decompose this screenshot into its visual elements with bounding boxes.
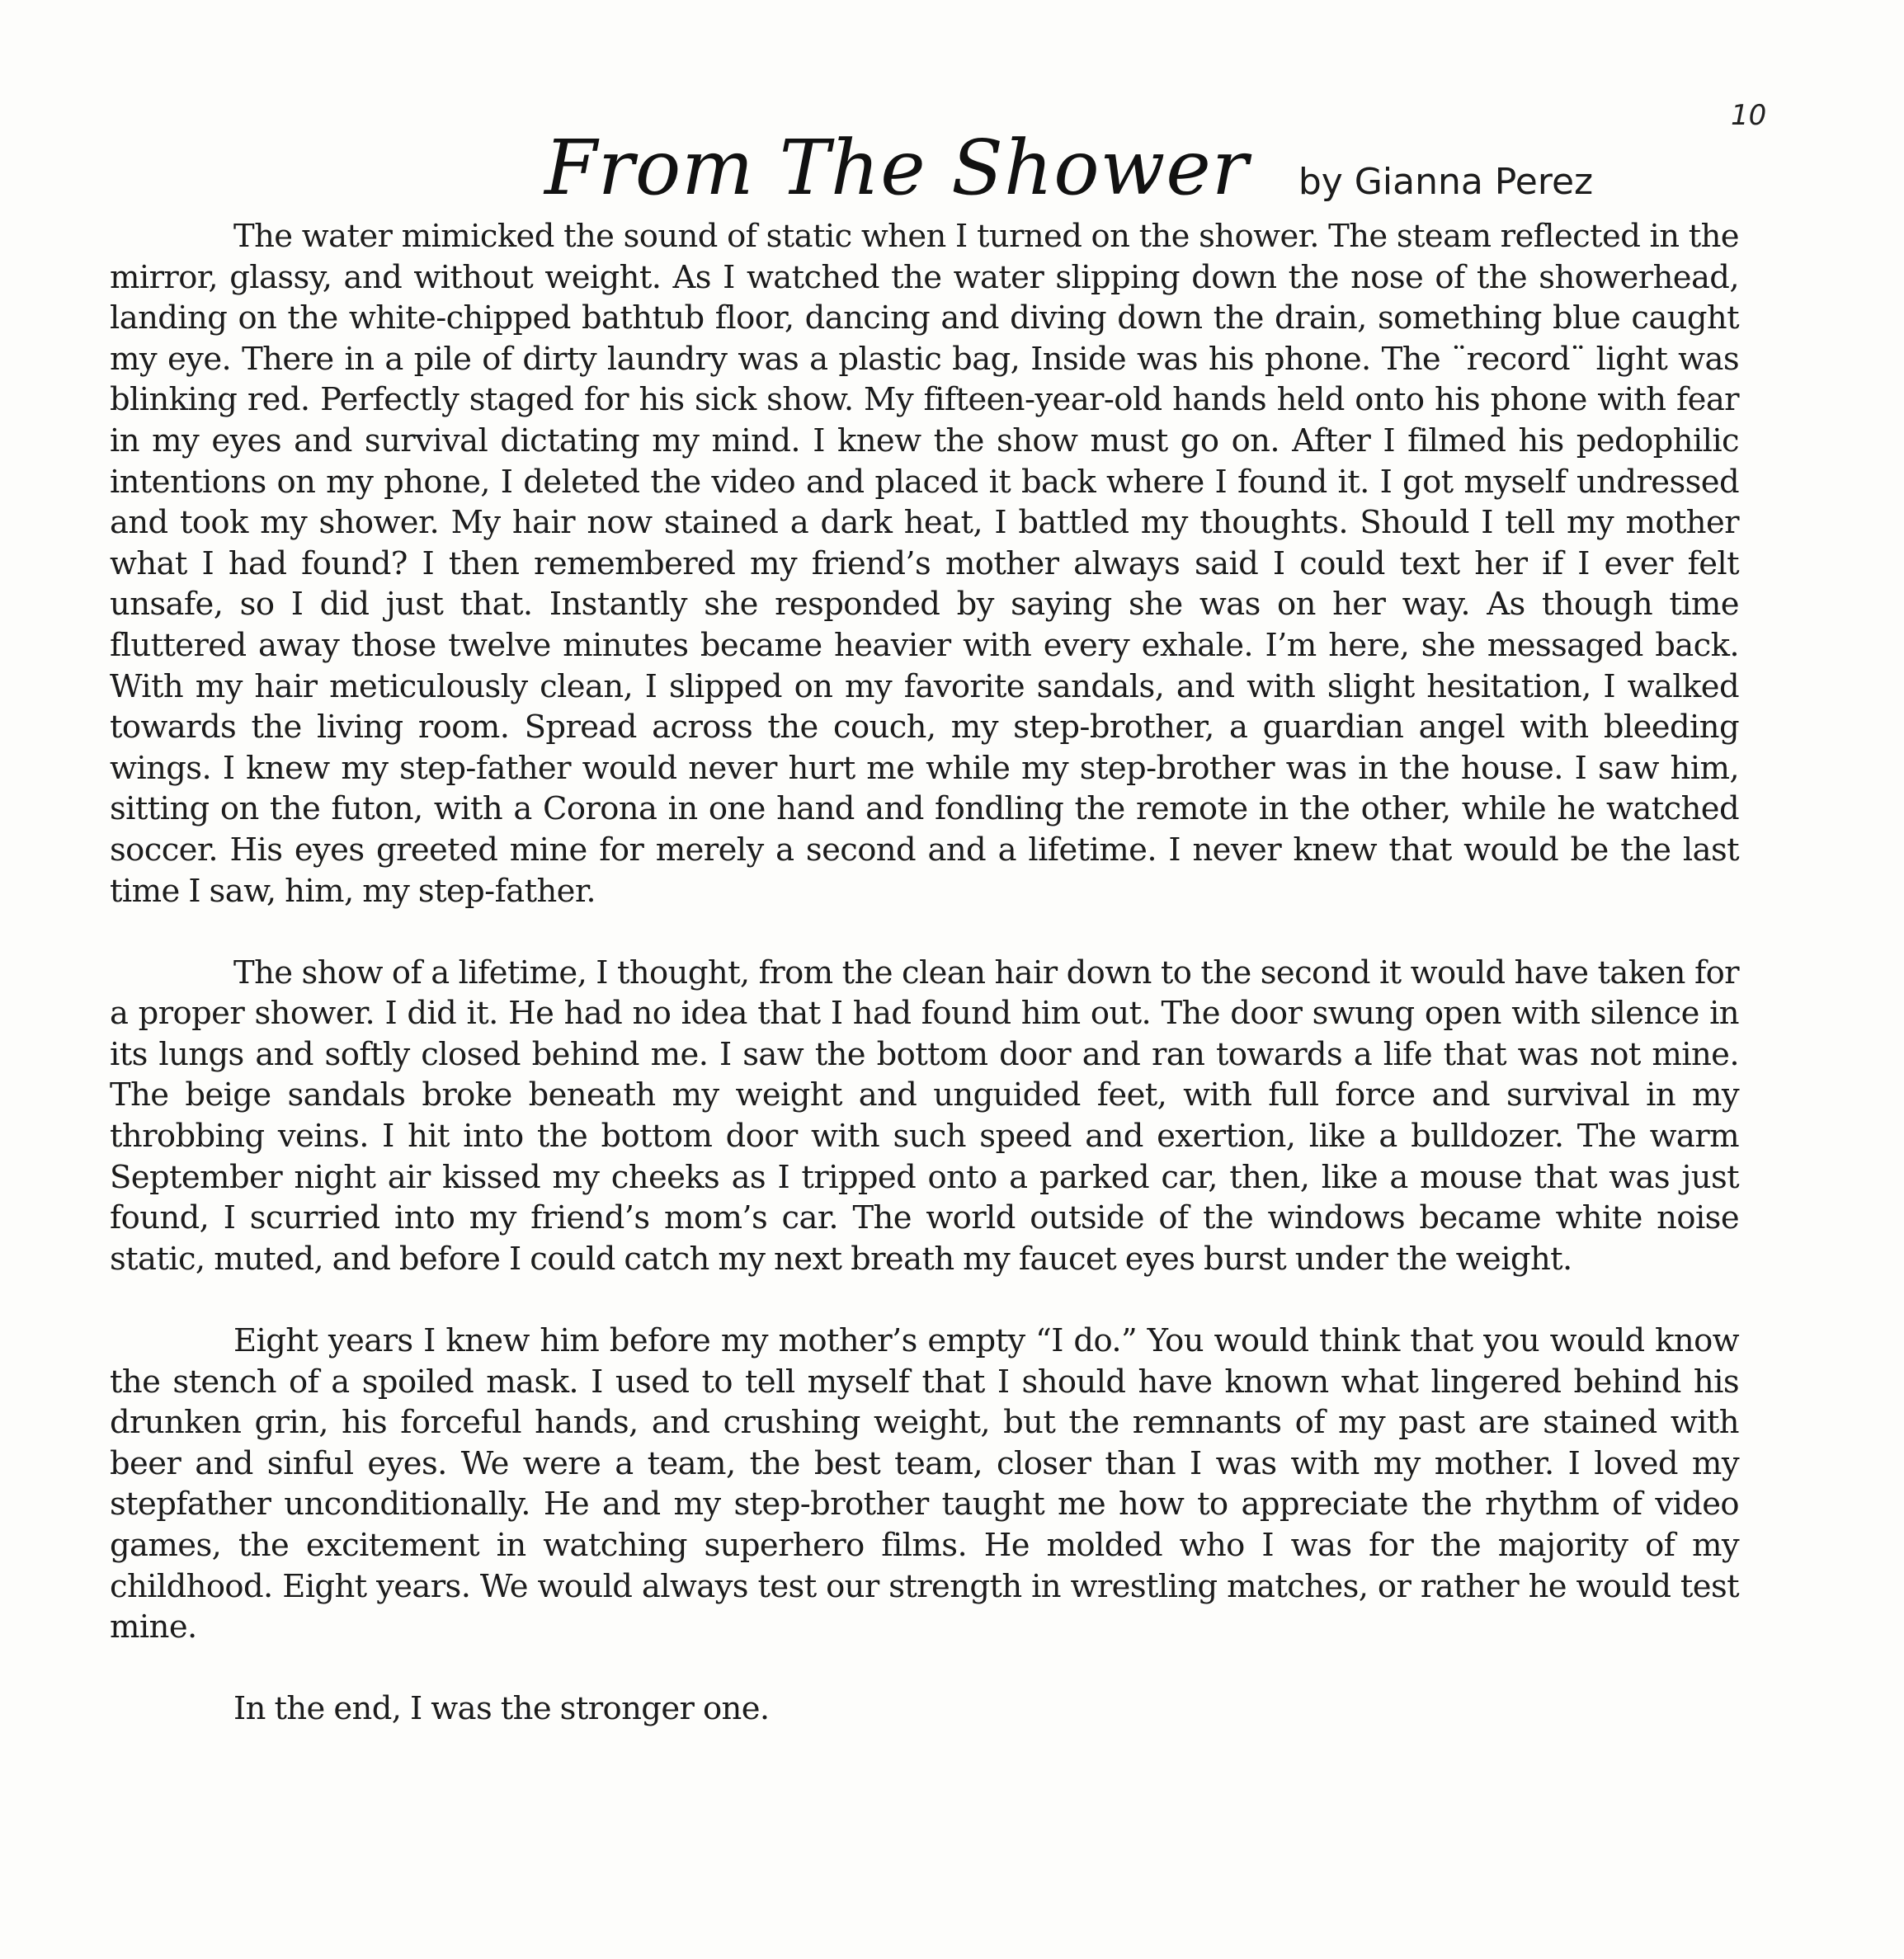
paragraph-1: The water mimicked the sound of static when I turned on the shower. The steam reflected in the mirror, glassy, and without weight. As I watched the water slipping down the nose of the showerhead, landing on the white-chipped bathtub floor, dancing and diving down the drain, something blue caught my eye. There in a pile of dirty laundry was a plastic bag, Inside was his phone. The ¨record¨ light was blinking red. Perfectly staged for his sick show. My fifteen-year-old hands held onto his phone with fear in my eyes and survival dictating my mind. I knew the show must go on. After I filmed his pedophilic intentions on my phone, I deleted the video and placed it back where I found it. I got myself undressed and took my shower. My hair now stained a dark heat, I battled my thoughts. Should I tell my mother what I had found? I then remembered my friend’s mother always said I could text her if I ever felt unsafe, so I did just that. Instantly she responded by saying she was on her way. As though time fluttered away those twelve minutes became heavier with every exhale. I’m here, she messaged back. With my hair meticulously clean, I slipped on my favorite sandals, and with slight hesitation, I walked towards the living room. Spread across the couch, my step-brother, a guardian angel with bleeding wings. I knew my step-father would never hurt me while my step-brother was in the house. I saw him, sitting on the futon, with a Corona in one hand and fondling the remote in the other, while he watched soccer. His eyes greeted mine for merely a second and a lifetime. I never knew that would be the last time I saw, him, my step-father. (110, 218, 1739, 910)
page-number: 10 (1731, 99, 1767, 132)
title-row (544, 124, 1716, 231)
story-body (110, 216, 1739, 1771)
paragraph-2: The show of a lifetime, I thought, from the clean hair down to the second it would have taken for a proper shower. I did it. He had no idea that I had found him out. The door swung open with silence in its lungs and softly closed behind me. I saw the bottom door and ran towards a life that was not mine. The beige sandals broke beneath my weight and unguided feet, with full force and survival in my throbbing veins. I hit into the bottom door with such speed and exertion, like a bulldozer. The warm September night air kissed my cheeks as I tripped onto a parked car, then, like a mouse that was just found, I scurried into my friend’s mom’s car. The world outside of the windows became white noise static, muted, and before I could catch my next breath my faucet eyes burst under the weight. (110, 954, 1739, 1278)
story-title: From The Shower (544, 124, 1249, 212)
author-byline: by Gianna Perez (1298, 161, 1594, 203)
paragraph-4: In the end, I was the stronger one. (233, 1690, 770, 1728)
paragraph-3: Eight years I knew him before my mother’s empty “I do.” You would think that you would know the stench of a spoiled mask. I used to tell myself that I should have known what lingered behind his drunken grin, his forceful hands, and crushing weight, but the remnants of my past are stained with beer and sinful eyes. We were a team, the best team, closer than I was with my mother. I loved my stepfather unconditionally. He and my step-brother taught me how to appreciate the rhythm of video games, the excitement in watching superhero films. He molded who I was for the majority of my childhood. Eight years. We would always test our strength in wrestling matches, or rather he would test mine. (110, 1322, 1739, 1646)
